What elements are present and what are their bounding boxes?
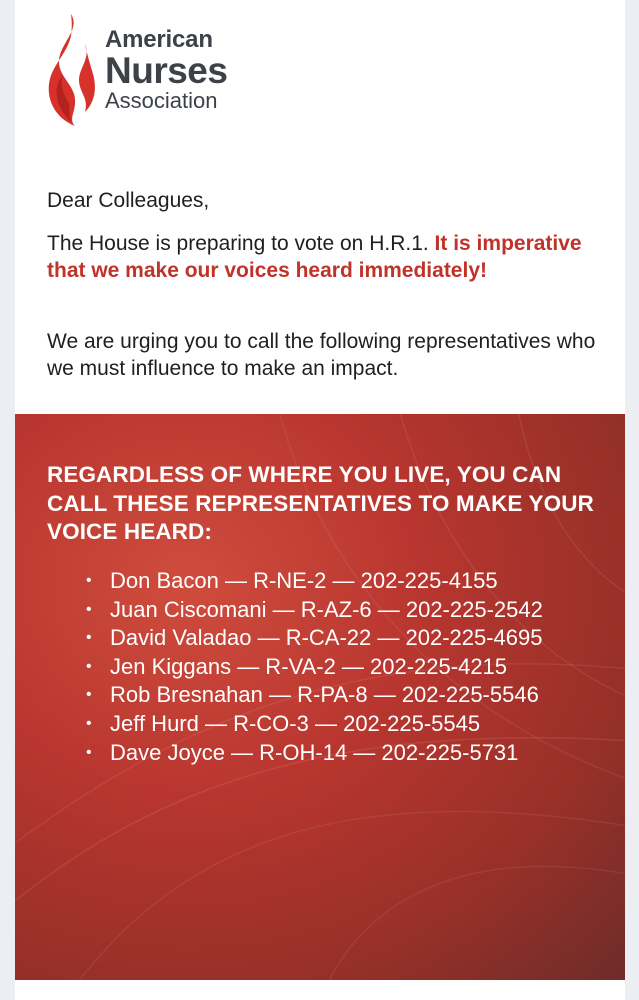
bullet: • [86, 657, 92, 675]
representatives-list [47, 567, 582, 767]
representative-entry[interactable]: Rob Bresnahan — R-PA-8 — 202-225-5546 [110, 682, 539, 708]
intro-paragraph [47, 230, 607, 284]
list-item [47, 596, 582, 625]
representative-entry[interactable]: Dave Joyce — R-OH-14 — 202-225-5731 [110, 739, 519, 765]
intro-text: The House is preparing to vote on H.R.1. [47, 232, 435, 255]
list-item [47, 567, 582, 596]
bullet: • [86, 714, 92, 732]
bullet: • [86, 743, 92, 761]
bullet: • [86, 629, 92, 647]
list-item [47, 710, 582, 739]
representative-entry[interactable]: Juan Ciscomani — R-AZ-6 — 202-225-2542 [110, 596, 543, 622]
urging-paragraph: We are urging you to call the following representatives who we must influence to make an impact. [47, 330, 596, 380]
representative-entry[interactable]: Jen Kiggans — R-VA-2 — 202-225-4215 [110, 653, 508, 679]
bullet: • [86, 686, 92, 704]
email-card [15, 0, 625, 1000]
flame-icon [45, 14, 97, 126]
representative-entry[interactable]: Jeff Hurd — R-CO-3 — 202-225-5545 [110, 710, 481, 736]
footer-spacer [15, 980, 625, 1000]
list-item [47, 624, 582, 653]
representative-entry[interactable]: David Valadao — R-CA-22 — 202-225-4695 [110, 625, 543, 651]
logo-line-association: Association [105, 88, 218, 113]
panel-heading: REGARDLESS OF WHERE YOU LIVE, YOU CAN CALL THESE REPRESENTATIVES TO MAKE YOUR VOICE HEARD: [47, 462, 594, 544]
ana-logo[interactable] [45, 14, 265, 126]
bullet: • [86, 600, 92, 618]
list-item [47, 739, 582, 768]
list-item [47, 653, 582, 682]
call-to-action-panel [15, 414, 625, 980]
representative-entry[interactable]: Don Bacon — R-NE-2 — 202-225-4155 [110, 568, 498, 593]
urgent-callout: It is imperative that we make our voices heard immediately! [47, 232, 582, 282]
bullet: • [86, 572, 92, 589]
logo-line-nurses: Nurses [105, 50, 228, 91]
greeting: Dear Colleagues, [47, 189, 210, 212]
list-item [47, 681, 582, 710]
logo-line-american: American [105, 26, 213, 53]
logo-wordmark [105, 28, 227, 112]
